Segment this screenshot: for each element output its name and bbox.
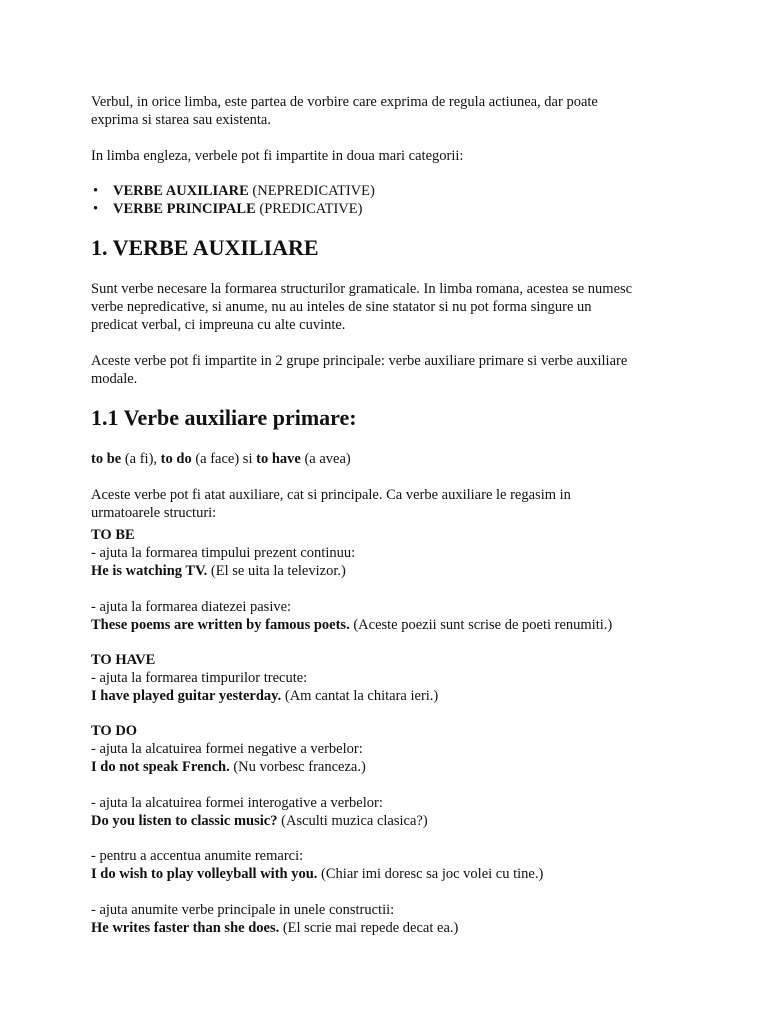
- list-item: [93, 182, 375, 200]
- example-translation: (El scrie mai repede decat ea.): [279, 920, 459, 936]
- example-sentence: These poems are written by famous poets.: [91, 617, 350, 633]
- example-line: [91, 562, 346, 580]
- example-line: [91, 812, 428, 830]
- bullet-icon: •: [93, 201, 99, 217]
- usage-line: - ajuta la alcatuirea formei negative a verbelor:: [91, 741, 363, 757]
- paragraph-line: Aceste verbe pot fi impartite in 2 grupe principale: verbe auxiliare primare si verbe auxiliare: [91, 353, 628, 369]
- group-heading: [91, 651, 155, 669]
- category-name: VERBE PRINCIPALE: [113, 201, 256, 217]
- example-line: [91, 919, 458, 937]
- paragraph-line: predicat verbal, ci impreuna cu alte cuvinte.: [91, 317, 346, 333]
- category-note: (PREDICATIVE): [255, 201, 363, 217]
- example-line: [91, 865, 543, 883]
- verb: to be: [91, 451, 122, 467]
- group-heading-text: TO DO: [91, 723, 138, 739]
- category-note: (NEPREDICATIVE): [248, 183, 375, 199]
- intro-line-3: In limba engleza, verbele pot fi impartite in doua mari categorii:: [91, 148, 464, 164]
- usage-line: - ajuta la alcatuirea formei interogative a verbelor:: [91, 795, 383, 811]
- example-translation: (Asculti muzica clasica?): [277, 813, 428, 829]
- verb-translation: (a avea): [300, 451, 351, 467]
- category-name: VERBE AUXILIARE: [113, 183, 249, 199]
- verb-translation: (a fi),: [121, 451, 161, 467]
- example-translation: (Aceste poezii sunt scrise de poeti renumiti.): [349, 617, 613, 633]
- group-heading: [91, 526, 135, 544]
- verbs-line: [91, 450, 351, 468]
- usage-line: - ajuta la formarea timpurilor trecute:: [91, 670, 308, 686]
- paragraph-line: Sunt verbe necesare la formarea structurilor gramaticale. In limba romana, acestea se numesc: [91, 281, 633, 297]
- example-sentence: I have played guitar yesterday.: [91, 688, 282, 704]
- example-line: [91, 616, 612, 634]
- example-line: [91, 687, 438, 705]
- section-heading: 1. VERBE AUXILIARE: [91, 235, 319, 260]
- example-sentence: Do you listen to classic music?: [91, 813, 278, 829]
- example-sentence: He writes faster than she does.: [91, 920, 280, 936]
- subsection-heading: 1.1 Verbe auxiliare primare:: [91, 405, 357, 430]
- example-sentence: I do wish to play volleyball with you.: [91, 866, 318, 882]
- verb-translation: (a face) si: [191, 451, 257, 467]
- example-translation: (Nu vorbesc franceza.): [229, 759, 366, 775]
- example-sentence: I do not speak French.: [91, 759, 230, 775]
- intro-line-2: exprima si starea sau existenta.: [91, 112, 271, 128]
- example-translation: (El se uita la televizor.): [207, 563, 346, 579]
- paragraph-line: modale.: [91, 371, 138, 387]
- group-heading: [91, 722, 137, 740]
- usage-line: - pentru a accentua anumite remarci:: [91, 848, 304, 864]
- list-item: [93, 200, 363, 218]
- example-translation: (Am cantat la chitara ieri.): [281, 688, 439, 704]
- group-heading-text: TO BE: [91, 527, 135, 543]
- example-sentence: He is watching TV.: [91, 563, 208, 579]
- verb: to do: [160, 451, 192, 467]
- paragraph-line: verbe nepredicative, si anume, nu au inteles de sine statator si nu pot forma singure un: [91, 299, 592, 315]
- paragraph-line: Aceste verbe pot fi atat auxiliare, cat si principale. Ca verbe auxiliare le regasim in: [91, 487, 571, 503]
- example-translation: (Chiar imi doresc sa joc volei cu tine.): [317, 866, 544, 882]
- bullet-icon: •: [93, 183, 99, 199]
- verb: to have: [256, 451, 301, 467]
- group-heading-text: TO HAVE: [91, 652, 156, 668]
- example-line: [91, 758, 366, 776]
- intro-line-1: Verbul, in orice limba, este partea de vorbire care exprima de regula actiunea, dar poate: [91, 94, 598, 110]
- usage-line: - ajuta anumite verbe principale in unele constructii:: [91, 902, 395, 918]
- usage-line: - ajuta la formarea timpului prezent continuu:: [91, 545, 356, 561]
- paragraph-line: urmatoarele structuri:: [91, 505, 217, 521]
- usage-line: - ajuta la formarea diatezei pasive:: [91, 599, 292, 615]
